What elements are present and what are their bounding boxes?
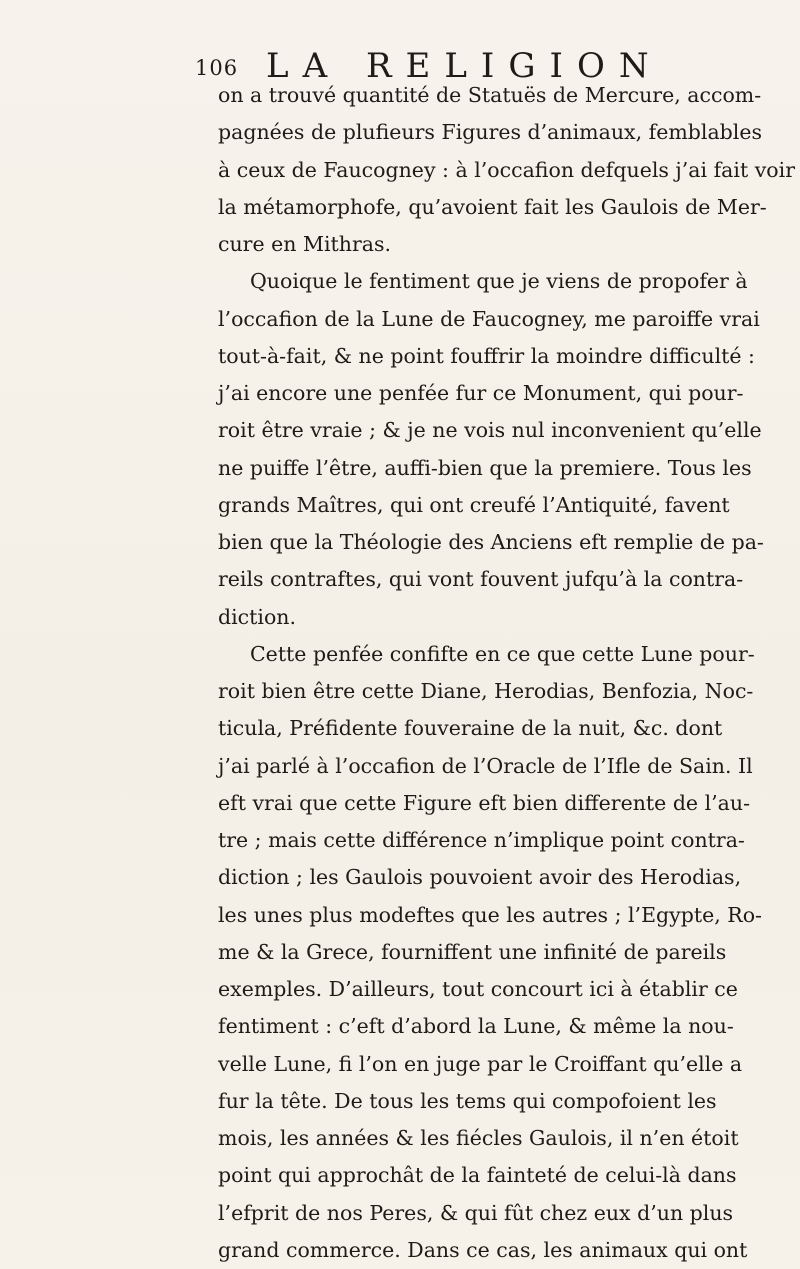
text-line: tre ; mais cette différence n’implique point contra-	[218, 828, 745, 852]
text-line: grand commerce. Dans ce cas, les animaux qui ont	[218, 1237, 748, 1262]
text-line: diction.	[218, 604, 297, 629]
text-line: velle Lune, fi l’on en juge par le Croiffant qu’elle a	[218, 1051, 743, 1076]
text-line: bien que la Théologie des Anciens eft remplie de pa-	[218, 530, 764, 554]
text-line: l’efprit de nos Peres, & qui fût chez eux d’un plus	[218, 1200, 734, 1225]
text-line: les unes plus modeftes que les autres ; l’Egypte, Ro-	[218, 902, 762, 927]
text-line: point qui approchât de la fainteté de celui-là dans	[218, 1163, 737, 1188]
text-line: ticula, Préfidente fouveraine de la nuit, &c. dont	[218, 716, 723, 741]
text-line: Cette penfée confifte en ce que cette Lune pour-	[250, 641, 755, 666]
text-line: fur la tête. De tous les tems qui compofoient les	[218, 1088, 717, 1113]
text-line: diction ; les Gaulois pouvoient avoir des Herodias,	[218, 865, 742, 890]
text-line: à ceux de Faucogney : à l’occafion defquels j’ai fait voir	[218, 157, 795, 182]
text-line: roit être vraie ; & je ne vois nul inconvenient qu’elle	[218, 418, 762, 443]
text-line: eft vrai que cette Figure eft bien differente de l’au-	[218, 790, 751, 815]
text-line: on a trouvé quantité de Statuës de Mercure, accom-	[218, 83, 762, 107]
running-head: LA RELIGION	[266, 46, 663, 86]
text-line: mois, les années & les fiécles Gaulois, il n’en étoit	[218, 1126, 739, 1150]
text-line: j’ai encore une penfée fur ce Monument, qui pour-	[218, 381, 744, 405]
text-line: ne puiffe l’être, auffi-bien que la premiere. Tous les	[218, 455, 752, 480]
text-line: pagnées de plufieurs Figures d’animaux, femblables	[218, 120, 763, 145]
text-line: exemples. D’ailleurs, tout concourt ici à établir ce	[218, 977, 738, 1001]
page-number: 106	[195, 56, 239, 80]
text-line: me & la Grece, fourniffent une infinité de pareils	[218, 939, 727, 964]
text-line: l’occafion de la Lune de Faucogney, me paroiffe vrai	[218, 306, 760, 331]
text-line: la métamorphofe, qu’avoient fait les Gaulois de Mer-	[218, 194, 767, 219]
text-line: reils contraftes, qui vont fouvent jufqu’à la contra-	[218, 567, 744, 592]
text-line: fentiment : c’eft d’abord la Lune, & même la nou-	[218, 1014, 734, 1039]
text-line: roit bien être cette Diane, Herodias, Benfozia, Noc-	[218, 679, 754, 703]
text-line: Quoique le fentiment que je viens de propofer à	[250, 269, 748, 294]
text-line: cure en Mithras.	[218, 232, 392, 256]
text-line: tout-à-fait, & ne point fouffrir la moindre difficulté :	[218, 343, 755, 368]
text-line: grands Maîtres, qui ont creufé l’Antiquité, favent	[218, 492, 730, 517]
body-text	[218, 77, 795, 1269]
text-line: j’ai parlé à l’occafion de l’Oracle de l’Ifle de Sain. Il	[218, 753, 753, 778]
